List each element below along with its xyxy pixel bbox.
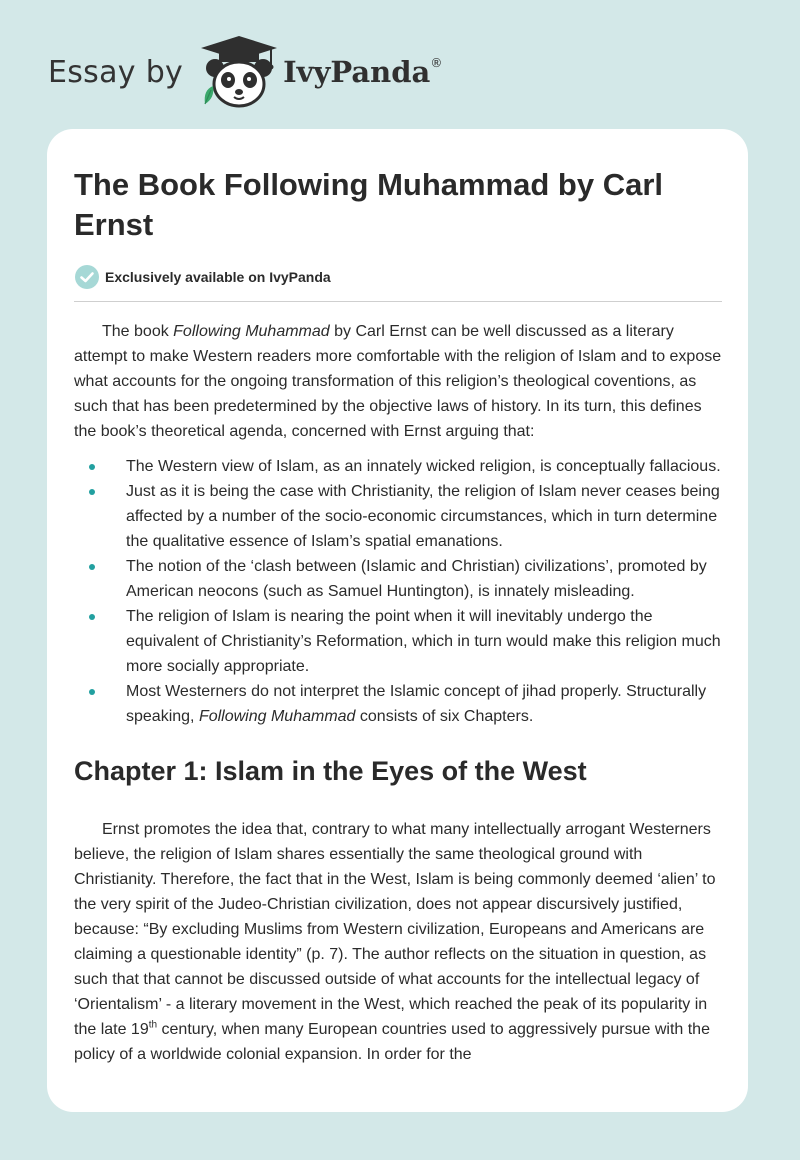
book-title-italic: Following Muhammad bbox=[173, 323, 330, 340]
exclusive-badge bbox=[74, 263, 722, 291]
registered-mark: ® bbox=[430, 56, 443, 71]
chapter-heading: Chapter 1: Islam in the Eyes of the West bbox=[74, 756, 587, 786]
essay-card bbox=[47, 129, 748, 1112]
book-title-italic: Following Muhammad bbox=[198, 708, 356, 725]
panda-graduate-logo-icon bbox=[197, 34, 281, 110]
list-item: The notion of the ‘clash between (Islamic and Christian) civilizations’, promoted by American neocons (such as Samuel Huntington), is innately misleading. bbox=[74, 554, 722, 604]
check-circle-icon bbox=[74, 264, 100, 290]
essay-by-label: Essay by bbox=[48, 54, 184, 90]
essay-content bbox=[74, 165, 722, 1067]
intro-paragraph: The book Following Muhammad by Carl Ernst can be well discussed as a literary attempt to make Western readers more comfortable with the religion of Islam and to expose what accounts for the ongoing transformation of this religion’s theological coventions, as such that has been predetermined by the objective laws of history. In its turn, this defines the book’s theoretical agenda, concerned with Ernst arguing that: bbox=[74, 323, 722, 440]
list-item: The religion of Islam is nearing the point when it will inevitably undergo the equivalent of Christianity’s Reformation, which in turn would make this religion much more socially appropriate. bbox=[74, 604, 722, 679]
brand-name: IvyPanda® bbox=[283, 55, 443, 89]
argument-list bbox=[74, 454, 722, 729]
list-item: Just as it is being the case with Christianity, the religion of Islam never ceases being affected by a number of the socio-economic circumstances, which in turn determine the qualitative essence of Islam’s spatial emanations. bbox=[74, 479, 722, 554]
chapter-paragraph: Ernst promotes the idea that, contrary to what many intellectually arrogant Westerners believe, the religion of Islam shares essentially the same theological ground with Christianity. Therefore, the fact that in the West, Islam is being commonly deemed ‘alien’ to the very spirit of the Judeo-Christian civilization, does not appear discursively justified, because: “By excluding Muslims from Western civilization, Europeans and Americans are claiming a questionable identity” (p. 7). The author reflects on the situation in question, as such that that cannot be discussed outside of what accounts for the intellectual legacy of ‘Orientalism’ - a literary movement in the West, which reached the peak of its popularity in the late 19th century, when many European countries used to aggressively pursue with the policy of a worldwide colonial expansion. In order for the bbox=[74, 821, 716, 1063]
list-item: The Western view of Islam, as an innately wicked religion, is conceptually fallacious. bbox=[74, 454, 722, 479]
exclusive-label: Exclusively available on IvyPanda bbox=[105, 269, 331, 285]
essay-title: The Book Following Muhammad by Carl Ernst bbox=[74, 167, 664, 242]
list-item: Most Westerners do not interpret the Islamic concept of jihad properly. Structurally speaking, Following Muhammad consists of six Chapters. bbox=[74, 679, 722, 729]
ordinal-suffix: th bbox=[148, 1019, 158, 1031]
site-brand[interactable] bbox=[48, 34, 442, 110]
title-divider bbox=[74, 301, 722, 302]
